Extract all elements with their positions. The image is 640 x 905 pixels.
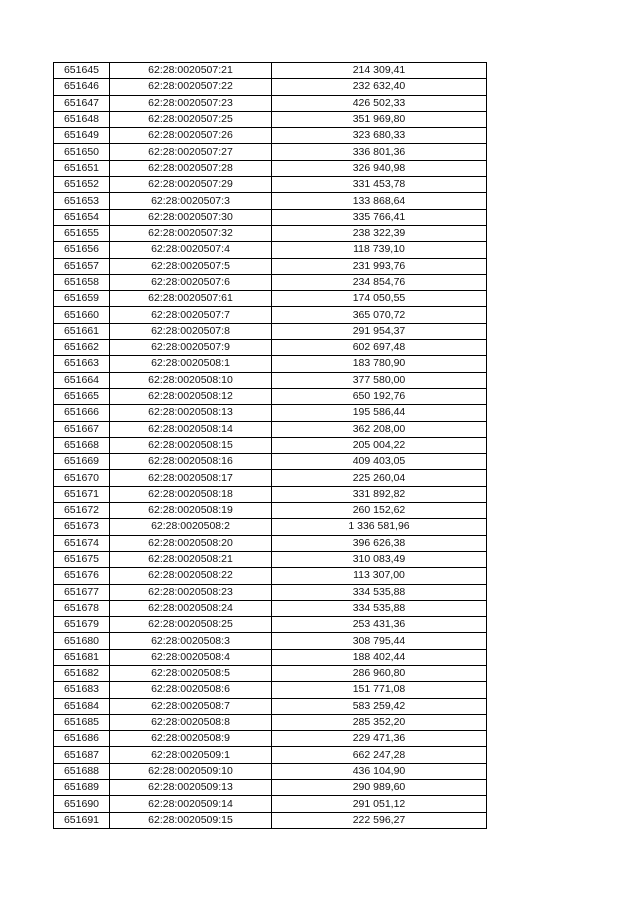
value-cell: 225 260,04 — [272, 470, 487, 486]
row-number-cell: 651679 — [54, 617, 110, 633]
table-row — [54, 307, 487, 323]
table-row — [54, 258, 487, 274]
table-row — [54, 763, 487, 779]
table-row — [54, 63, 487, 79]
cadastral-number-cell: 62:28:0020509:13 — [110, 780, 272, 796]
table-row — [54, 731, 487, 747]
cadastral-number-cell: 62:28:0020508:15 — [110, 437, 272, 453]
row-number-cell: 651660 — [54, 307, 110, 323]
cadastral-number-cell: 62:28:0020507:23 — [110, 95, 272, 111]
table-row — [54, 291, 487, 307]
row-number-cell: 651686 — [54, 731, 110, 747]
value-cell: 362 208,00 — [272, 421, 487, 437]
value-cell: 291 051,12 — [272, 796, 487, 812]
value-cell: 232 632,40 — [272, 79, 487, 95]
value-cell: 205 004,22 — [272, 437, 487, 453]
table-row — [54, 698, 487, 714]
cadastral-number-cell: 62:28:0020507:29 — [110, 177, 272, 193]
value-cell: 650 192,76 — [272, 388, 487, 404]
value-cell: 326 940,98 — [272, 160, 487, 176]
table-row — [54, 323, 487, 339]
table-row — [54, 144, 487, 160]
value-cell: 260 152,62 — [272, 503, 487, 519]
table-row — [54, 486, 487, 502]
table-row — [54, 519, 487, 535]
table-row — [54, 193, 487, 209]
cadastral-number-cell: 62:28:0020507:22 — [110, 79, 272, 95]
table-row — [54, 437, 487, 453]
value-cell: 331 892,82 — [272, 486, 487, 502]
table-row — [54, 372, 487, 388]
cadastral-number-cell: 62:28:0020509:15 — [110, 812, 272, 828]
row-number-cell: 651665 — [54, 388, 110, 404]
value-cell: 334 535,88 — [272, 600, 487, 616]
table-row — [54, 568, 487, 584]
cadastral-number-cell: 62:28:0020508:7 — [110, 698, 272, 714]
cadastral-number-cell: 62:28:0020508:12 — [110, 388, 272, 404]
value-cell: 662 247,28 — [272, 747, 487, 763]
table-row — [54, 551, 487, 567]
row-number-cell: 651666 — [54, 405, 110, 421]
row-number-cell: 651652 — [54, 177, 110, 193]
value-cell: 310 083,49 — [272, 551, 487, 567]
row-number-cell: 651647 — [54, 95, 110, 111]
cadastral-number-cell: 62:28:0020508:10 — [110, 372, 272, 388]
table-row — [54, 649, 487, 665]
row-number-cell: 651661 — [54, 323, 110, 339]
value-cell: 133 868,64 — [272, 193, 487, 209]
table-row — [54, 796, 487, 812]
table-row — [54, 95, 487, 111]
value-cell: 1 336 581,96 — [272, 519, 487, 535]
row-number-cell: 651688 — [54, 763, 110, 779]
value-cell: 336 801,36 — [272, 144, 487, 160]
value-cell: 183 780,90 — [272, 356, 487, 372]
cadastral-number-cell: 62:28:0020508:14 — [110, 421, 272, 437]
value-cell: 238 322,39 — [272, 225, 487, 241]
cadastral-number-cell: 62:28:0020508:22 — [110, 568, 272, 584]
table-row — [54, 470, 487, 486]
table-row — [54, 405, 487, 421]
cadastral-number-cell: 62:28:0020508:16 — [110, 454, 272, 470]
table-row — [54, 274, 487, 290]
row-number-cell: 651649 — [54, 128, 110, 144]
value-cell: 229 471,36 — [272, 731, 487, 747]
table-row — [54, 356, 487, 372]
cadastral-number-cell: 62:28:0020507:3 — [110, 193, 272, 209]
value-cell: 436 104,90 — [272, 763, 487, 779]
row-number-cell: 651672 — [54, 503, 110, 519]
value-cell: 409 403,05 — [272, 454, 487, 470]
row-number-cell: 651675 — [54, 551, 110, 567]
table-row — [54, 584, 487, 600]
value-cell: 426 502,33 — [272, 95, 487, 111]
table-row — [54, 79, 487, 95]
table-row — [54, 454, 487, 470]
cadastral-number-cell: 62:28:0020507:26 — [110, 128, 272, 144]
row-number-cell: 651685 — [54, 714, 110, 730]
row-number-cell: 651687 — [54, 747, 110, 763]
table-row — [54, 421, 487, 437]
cadastral-number-cell: 62:28:0020508:25 — [110, 617, 272, 633]
row-number-cell: 651668 — [54, 437, 110, 453]
value-cell: 365 070,72 — [272, 307, 487, 323]
table-row — [54, 388, 487, 404]
value-cell: 195 586,44 — [272, 405, 487, 421]
table-row — [54, 747, 487, 763]
row-number-cell: 651663 — [54, 356, 110, 372]
cadastral-number-cell: 62:28:0020508:21 — [110, 551, 272, 567]
table-body — [54, 63, 487, 829]
table-row — [54, 111, 487, 127]
row-number-cell: 651662 — [54, 340, 110, 356]
row-number-cell: 651659 — [54, 291, 110, 307]
cadastral-number-cell: 62:28:0020507:8 — [110, 323, 272, 339]
value-cell: 188 402,44 — [272, 649, 487, 665]
value-cell: 396 626,38 — [272, 535, 487, 551]
cadastral-number-cell: 62:28:0020507:4 — [110, 242, 272, 258]
row-number-cell: 651683 — [54, 682, 110, 698]
cadastral-number-cell: 62:28:0020507:28 — [110, 160, 272, 176]
cadastral-number-cell: 62:28:0020508:5 — [110, 665, 272, 681]
row-number-cell: 651646 — [54, 79, 110, 95]
value-cell: 602 697,48 — [272, 340, 487, 356]
cadastral-number-cell: 62:28:0020508:23 — [110, 584, 272, 600]
value-cell: 222 596,27 — [272, 812, 487, 828]
value-cell: 231 993,76 — [272, 258, 487, 274]
value-cell: 351 969,80 — [272, 111, 487, 127]
value-cell: 113 307,00 — [272, 568, 487, 584]
table-row — [54, 600, 487, 616]
row-number-cell: 651670 — [54, 470, 110, 486]
table-row — [54, 128, 487, 144]
value-cell: 377 580,00 — [272, 372, 487, 388]
table-row — [54, 665, 487, 681]
row-number-cell: 651678 — [54, 600, 110, 616]
table-row — [54, 633, 487, 649]
table-row — [54, 242, 487, 258]
cadastral-number-cell: 62:28:0020509:14 — [110, 796, 272, 812]
row-number-cell: 651656 — [54, 242, 110, 258]
value-cell: 308 795,44 — [272, 633, 487, 649]
row-number-cell: 651648 — [54, 111, 110, 127]
row-number-cell: 651690 — [54, 796, 110, 812]
value-cell: 290 989,60 — [272, 780, 487, 796]
row-number-cell: 651669 — [54, 454, 110, 470]
table-row — [54, 209, 487, 225]
table-row — [54, 812, 487, 828]
value-cell: 286 960,80 — [272, 665, 487, 681]
cadastral-number-cell: 62:28:0020508:19 — [110, 503, 272, 519]
cadastral-number-cell: 62:28:0020508:6 — [110, 682, 272, 698]
row-number-cell: 651667 — [54, 421, 110, 437]
row-number-cell: 651664 — [54, 372, 110, 388]
cadastral-number-cell: 62:28:0020507:7 — [110, 307, 272, 323]
value-cell: 583 259,42 — [272, 698, 487, 714]
cadastral-number-cell: 62:28:0020508:20 — [110, 535, 272, 551]
row-number-cell: 651674 — [54, 535, 110, 551]
value-cell: 151 771,08 — [272, 682, 487, 698]
data-table — [53, 62, 487, 829]
table-row — [54, 617, 487, 633]
value-cell: 334 535,88 — [272, 584, 487, 600]
row-number-cell: 651654 — [54, 209, 110, 225]
cadastral-number-cell: 62:28:0020509:1 — [110, 747, 272, 763]
cadastral-number-cell: 62:28:0020508:3 — [110, 633, 272, 649]
value-cell: 291 954,37 — [272, 323, 487, 339]
cadastral-number-cell: 62:28:0020507:9 — [110, 340, 272, 356]
table-row — [54, 225, 487, 241]
row-number-cell: 651682 — [54, 665, 110, 681]
cadastral-number-cell: 62:28:0020508:2 — [110, 519, 272, 535]
row-number-cell: 651684 — [54, 698, 110, 714]
row-number-cell: 651645 — [54, 63, 110, 79]
cadastral-number-cell: 62:28:0020508:17 — [110, 470, 272, 486]
table-row — [54, 682, 487, 698]
table-row — [54, 714, 487, 730]
cadastral-number-cell: 62:28:0020508:18 — [110, 486, 272, 502]
row-number-cell: 651650 — [54, 144, 110, 160]
row-number-cell: 651680 — [54, 633, 110, 649]
row-number-cell: 651681 — [54, 649, 110, 665]
value-cell: 214 309,41 — [272, 63, 487, 79]
row-number-cell: 651653 — [54, 193, 110, 209]
row-number-cell: 651677 — [54, 584, 110, 600]
cadastral-number-cell: 62:28:0020507:61 — [110, 291, 272, 307]
row-number-cell: 651655 — [54, 225, 110, 241]
row-number-cell: 651676 — [54, 568, 110, 584]
cadastral-number-cell: 62:28:0020509:10 — [110, 763, 272, 779]
cadastral-number-cell: 62:28:0020508:4 — [110, 649, 272, 665]
table-row — [54, 535, 487, 551]
table-row — [54, 503, 487, 519]
row-number-cell: 651671 — [54, 486, 110, 502]
row-number-cell: 651689 — [54, 780, 110, 796]
cadastral-number-cell: 62:28:0020507:25 — [110, 111, 272, 127]
table-row — [54, 160, 487, 176]
value-cell: 253 431,36 — [272, 617, 487, 633]
value-cell: 323 680,33 — [272, 128, 487, 144]
value-cell: 285 352,20 — [272, 714, 487, 730]
row-number-cell: 651658 — [54, 274, 110, 290]
table-row — [54, 780, 487, 796]
value-cell: 234 854,76 — [272, 274, 487, 290]
cadastral-number-cell: 62:28:0020507:21 — [110, 63, 272, 79]
cadastral-number-cell: 62:28:0020508:1 — [110, 356, 272, 372]
cadastral-number-cell: 62:28:0020508:13 — [110, 405, 272, 421]
cadastral-number-cell: 62:28:0020507:27 — [110, 144, 272, 160]
cadastral-number-cell: 62:28:0020507:5 — [110, 258, 272, 274]
cadastral-number-cell: 62:28:0020507:30 — [110, 209, 272, 225]
row-number-cell: 651673 — [54, 519, 110, 535]
value-cell: 331 453,78 — [272, 177, 487, 193]
cadastral-number-cell: 62:28:0020508:9 — [110, 731, 272, 747]
table-row — [54, 340, 487, 356]
value-cell: 118 739,10 — [272, 242, 487, 258]
table-row — [54, 177, 487, 193]
value-cell: 335 766,41 — [272, 209, 487, 225]
cadastral-number-cell: 62:28:0020508:8 — [110, 714, 272, 730]
cadastral-number-cell: 62:28:0020508:24 — [110, 600, 272, 616]
row-number-cell: 651651 — [54, 160, 110, 176]
row-number-cell: 651691 — [54, 812, 110, 828]
row-number-cell: 651657 — [54, 258, 110, 274]
cadastral-number-cell: 62:28:0020507:32 — [110, 225, 272, 241]
cadastral-number-cell: 62:28:0020507:6 — [110, 274, 272, 290]
value-cell: 174 050,55 — [272, 291, 487, 307]
